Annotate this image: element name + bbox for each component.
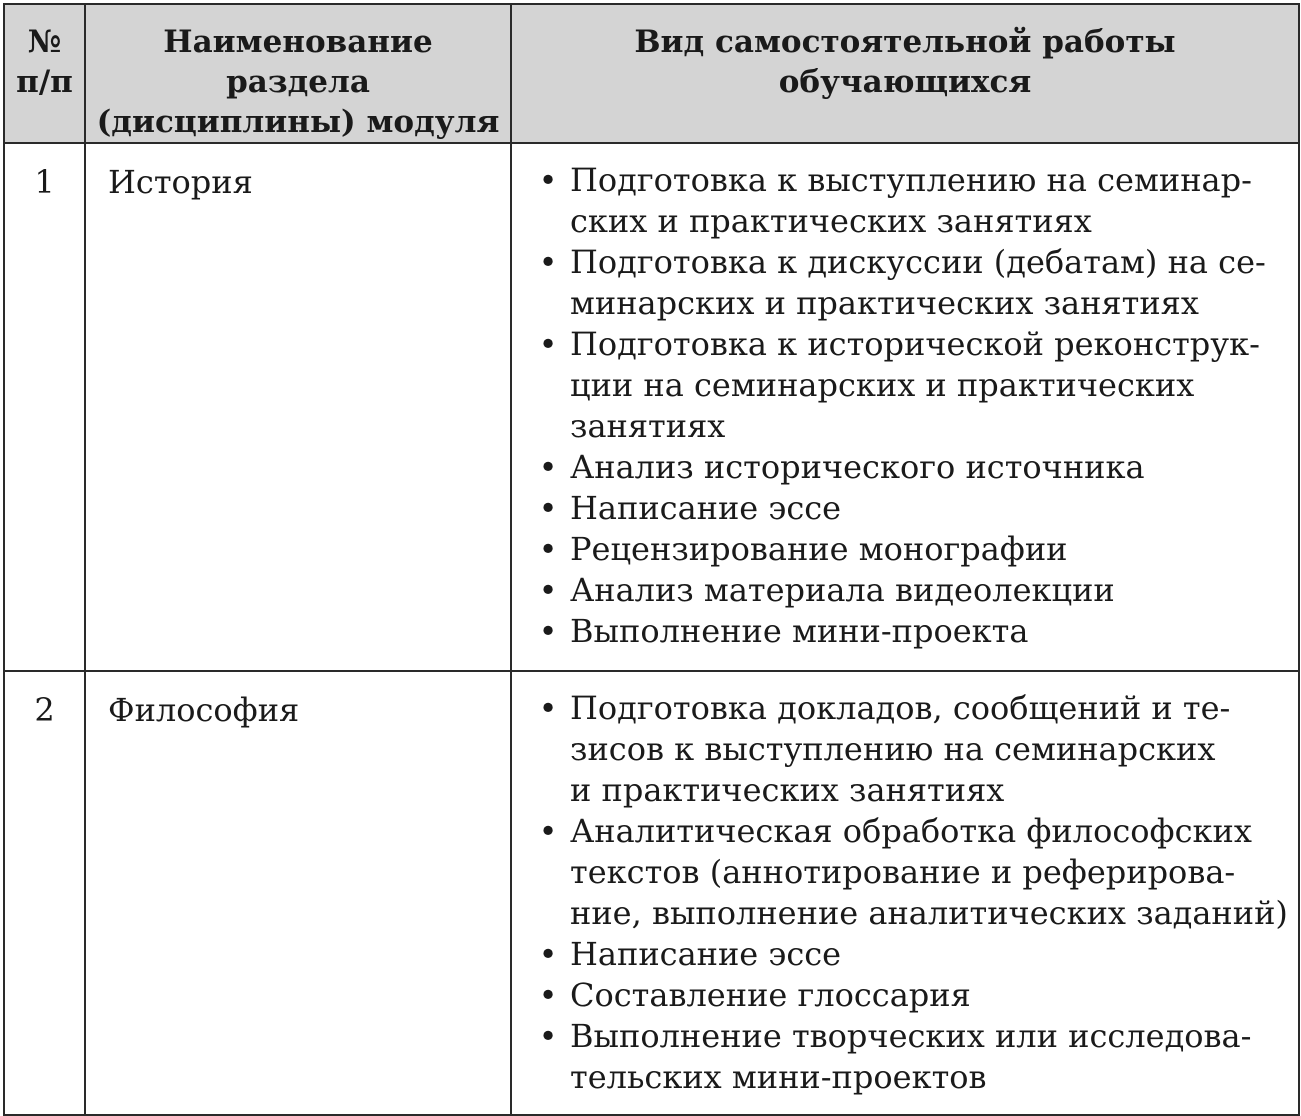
header-section-name xyxy=(85,4,511,143)
work-type-item xyxy=(532,934,1288,975)
work-type-text-line: Аналитическая обработка философских xyxy=(570,812,1252,850)
work-type-item xyxy=(532,160,1288,242)
work-type-text-line: Подготовка к дискуссии (дебатам) на се- xyxy=(570,243,1266,281)
work-type-item xyxy=(532,975,1288,1016)
work-type-item xyxy=(532,688,1288,811)
header-section-name-line-1: Наименование раздела xyxy=(163,24,433,100)
bullet-icon: • xyxy=(538,612,558,650)
header-number-line-2: п/п xyxy=(16,64,73,100)
work-type-text-line: Составление глоссария xyxy=(570,976,971,1014)
table-row xyxy=(4,143,1299,671)
work-type-list xyxy=(532,160,1288,652)
work-type-text-line: ние, выполнение аналитических заданий) xyxy=(570,894,1288,932)
work-type-item xyxy=(532,570,1288,611)
row-number: 2 xyxy=(4,671,85,1115)
work-type-text-line: ции на семинарских и практических xyxy=(570,366,1195,404)
bullet-icon: • xyxy=(538,571,558,609)
work-type-text-line: Подготовка к выступлению на семинар- xyxy=(570,161,1252,199)
table-row xyxy=(4,671,1299,1115)
work-type-text-line: занятиях xyxy=(570,407,726,445)
bullet-icon: • xyxy=(538,935,558,973)
work-type-list xyxy=(532,688,1288,1098)
header-work-type-line-1: Вид самостоятельной работы xyxy=(634,24,1176,60)
work-type-item xyxy=(532,242,1288,324)
bullet-icon: • xyxy=(538,689,558,727)
table-body xyxy=(4,143,1299,1115)
work-type-text-line: Написание эссе xyxy=(570,935,842,973)
work-type-item xyxy=(532,324,1288,447)
work-type-text-line: минарских и практических занятиях xyxy=(570,284,1199,322)
bullet-icon: • xyxy=(538,325,558,363)
row-discipline-name: Философия xyxy=(85,671,511,1115)
work-type-item xyxy=(532,1016,1288,1098)
header-work-type xyxy=(511,4,1299,143)
table-header xyxy=(4,4,1299,143)
work-type-text-line: ских и практических занятиях xyxy=(570,202,1092,240)
work-type-text-line: текстов (аннотирование и реферирова- xyxy=(570,853,1236,891)
row-work-types xyxy=(511,143,1299,671)
work-type-text-line: Написание эссе xyxy=(570,489,842,527)
work-type-text-line: Рецензирование монографии xyxy=(570,530,1068,568)
work-type-item xyxy=(532,529,1288,570)
module-work-table xyxy=(3,3,1300,1116)
header-work-type-line-2: обучающихся xyxy=(778,64,1032,100)
bullet-icon: • xyxy=(538,161,558,199)
bullet-icon: • xyxy=(538,489,558,527)
header-row xyxy=(4,4,1299,143)
bullet-icon: • xyxy=(538,812,558,850)
work-type-text-line: и практических занятиях xyxy=(570,771,1005,809)
header-section-name-line-2: (дисциплины) модуля xyxy=(96,104,500,140)
bullet-icon: • xyxy=(538,1017,558,1055)
work-type-text-line: зисов к выступлению на семинарских xyxy=(570,730,1216,768)
bullet-icon: • xyxy=(538,976,558,1014)
work-type-text-line: тельских мини-проектов xyxy=(570,1058,987,1096)
work-type-item xyxy=(532,488,1288,529)
work-type-text-line: Выполнение мини-проекта xyxy=(570,612,1029,650)
work-type-text-line: Выполнение творческих или исследова- xyxy=(570,1017,1252,1055)
row-discipline-name: История xyxy=(85,143,511,671)
work-type-item xyxy=(532,447,1288,488)
header-number-line-1: № xyxy=(27,24,62,60)
work-type-text-line: Анализ материала видеолекции xyxy=(570,571,1115,609)
work-type-item xyxy=(532,811,1288,934)
work-type-text-line: Подготовка докладов, сообщений и те- xyxy=(570,689,1231,727)
work-type-item xyxy=(532,611,1288,652)
work-type-text-line: Подготовка к исторической реконструк- xyxy=(570,325,1260,363)
bullet-icon: • xyxy=(538,530,558,568)
bullet-icon: • xyxy=(538,448,558,486)
header-number xyxy=(4,4,85,143)
row-work-types xyxy=(511,671,1299,1115)
bullet-icon: • xyxy=(538,243,558,281)
row-number: 1 xyxy=(4,143,85,671)
work-type-text-line: Анализ исторического источника xyxy=(570,448,1145,486)
